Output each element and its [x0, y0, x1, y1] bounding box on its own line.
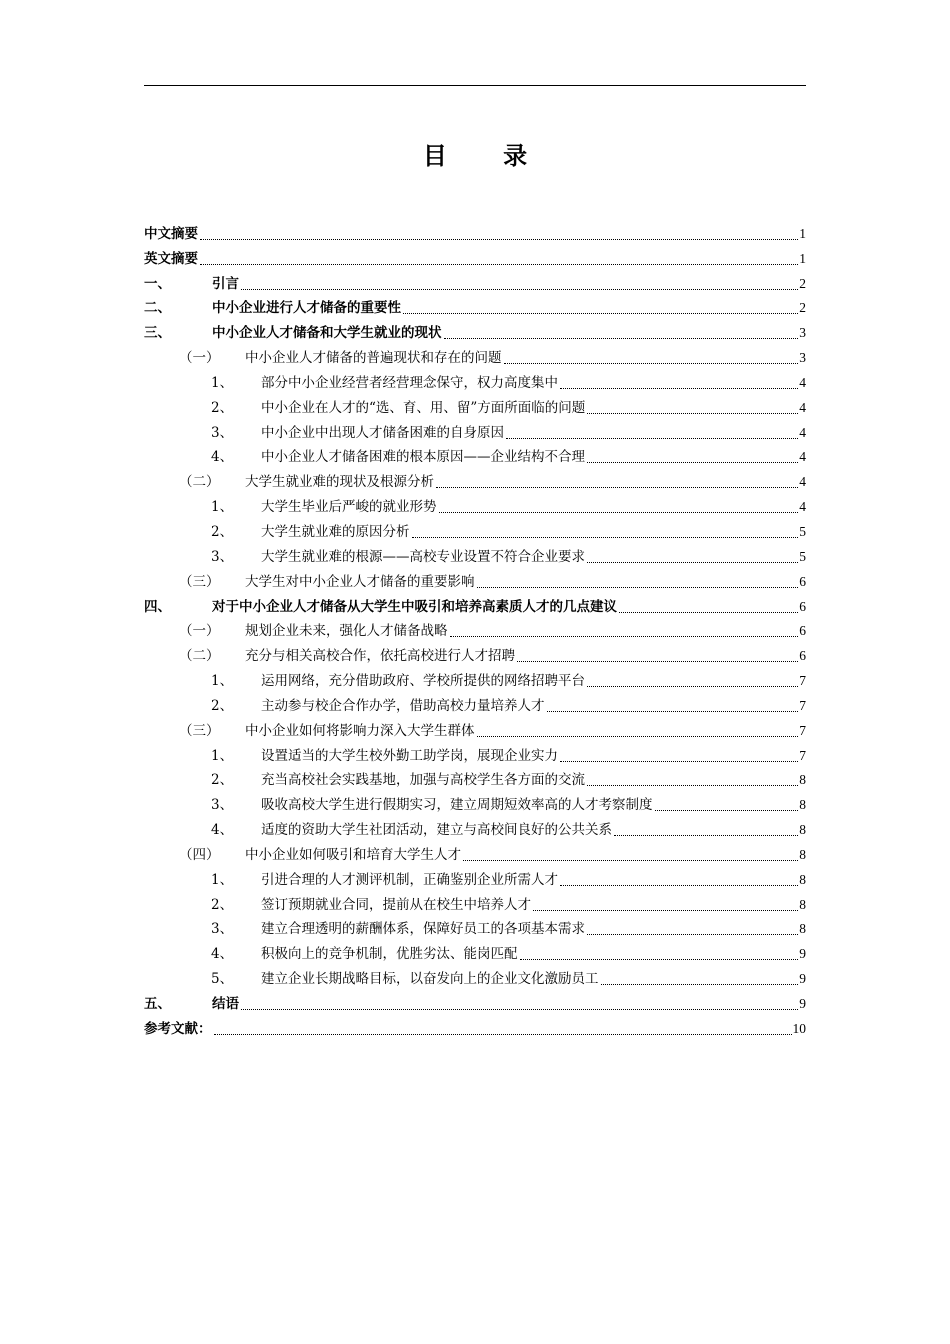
toc-entry-number: 五、 [144, 996, 171, 1012]
toc-entry-text: 引进合理的人才测评机制，正确鉴别企业所需人才 [261, 871, 558, 888]
toc-entry-text: 中文摘要 [144, 225, 198, 242]
toc-entry-page: 4 [799, 499, 806, 515]
toc-entry[interactable] [144, 1013, 806, 1038]
toc-entry-number: 3、 [211, 921, 234, 938]
toc-entry-text: 中小企业中出现人才储备困难的自身原因 [261, 424, 504, 441]
toc-entry-page: 8 [799, 822, 806, 838]
toc-entry-number: （四） [179, 846, 220, 863]
toc-entry-text: 运用网络，充分借助政府、学校所提供的网络招聘平台 [261, 673, 585, 690]
toc-dot-leader [587, 407, 798, 414]
toc-dot-leader [436, 481, 798, 488]
toc-dot-leader [619, 606, 798, 613]
toc-entry-page: 8 [799, 871, 806, 887]
toc-dot-leader [587, 556, 798, 563]
toc-dot-leader [560, 382, 798, 389]
toc-entry-number: （二） [179, 474, 220, 491]
toc-dot-leader [655, 804, 799, 811]
toc-entry[interactable] [144, 914, 806, 939]
toc-entry[interactable] [144, 268, 806, 293]
toc-entry[interactable] [144, 740, 806, 765]
toc-entry[interactable] [144, 442, 806, 467]
toc-entry-page: 4 [799, 399, 806, 415]
toc-entry-number: （一） [179, 623, 220, 640]
toc-dot-leader [504, 357, 799, 364]
toc-entry-page: 5 [799, 523, 806, 539]
toc-entry-page: 7 [799, 673, 806, 689]
toc-entry-number: 一、 [144, 275, 171, 292]
toc-entry-number: 3、 [211, 548, 234, 565]
toc-entry[interactable] [144, 690, 806, 715]
toc-dot-leader [241, 283, 798, 290]
toc-entry-number: 1、 [211, 374, 234, 391]
toc-dot-leader [444, 332, 799, 339]
toc-entry[interactable] [144, 640, 806, 665]
toc-dot-leader [200, 233, 798, 240]
toc-entry-number: 1、 [211, 673, 234, 690]
toc-entry-text: 中小企业人才储备的普遍现状和存在的问题 [245, 350, 502, 367]
toc-dot-leader [412, 531, 799, 538]
toc-entry-page: 7 [799, 697, 806, 713]
toc-dot-leader [439, 506, 799, 513]
toc-entry[interactable] [144, 293, 806, 318]
toc-entry-number: 1、 [211, 871, 234, 888]
toc-entry-number: （三） [179, 573, 220, 590]
toc-entry-text: 大学生就业难的原因分析 [261, 523, 410, 540]
toc-entry-text: 中小企业人才储备困难的根本原因——企业结构不合理 [261, 449, 585, 466]
toc-entry[interactable] [144, 541, 806, 566]
toc-entry-text: 中小企业如何将影响力深入大学生群体 [245, 722, 475, 739]
toc-dot-leader [587, 456, 798, 463]
toc-entry-number: 2、 [211, 896, 234, 913]
toc-dot-leader [517, 655, 798, 662]
toc-entry-page: 1 [799, 250, 806, 266]
toc-entry[interactable] [144, 342, 806, 367]
toc-entry[interactable] [144, 765, 806, 790]
toc-dot-leader [520, 953, 799, 960]
toc-entry-page: 4 [799, 449, 806, 465]
toc-dot-leader [477, 581, 799, 588]
toc-entry-page: 8 [799, 921, 806, 937]
table-of-contents [144, 218, 806, 1038]
toc-entry-text: 大学生对中小企业人才储备的重要影响 [245, 573, 475, 590]
toc-entry-page: 1 [799, 225, 806, 241]
toc-dot-leader [587, 779, 798, 786]
toc-entry-page: 3 [799, 350, 806, 366]
toc-entry-page: 7 [799, 722, 806, 738]
toc-entry-number: 二、 [144, 300, 171, 317]
toc-entry-page: 4 [799, 474, 806, 490]
toc-entry[interactable] [144, 516, 806, 541]
toc-entry-page: 4 [799, 424, 806, 440]
toc-entry-page: 10 [792, 1020, 806, 1036]
toc-entry[interactable] [144, 317, 806, 342]
toc-entry-text: 中小企业在人才的“选、育、用、留”方面所面临的问题 [261, 399, 586, 416]
toc-entry[interactable] [144, 715, 806, 740]
toc-entry-page: 2 [799, 300, 806, 316]
toc-entry[interactable] [144, 864, 806, 889]
toc-entry-number: 5、 [211, 971, 234, 988]
toc-entry-number: 2、 [211, 772, 234, 789]
toc-entry-text: 大学生毕业后严峻的就业形势 [261, 499, 437, 516]
toc-entry-number: 4、 [211, 946, 234, 963]
toc-entry-text: 设置适当的大学生校外勤工助学岗，展现企业实力 [261, 747, 558, 764]
toc-entry-text: 中小企业如何吸引和培育大学生人才 [245, 846, 461, 863]
toc-entry-text: 大学生就业难的现状及根源分析 [245, 474, 434, 491]
toc-entry[interactable] [144, 392, 806, 417]
toc-entry[interactable] [144, 566, 806, 591]
toc-entry-page: 6 [799, 623, 806, 639]
toc-entry-number: 4、 [211, 449, 234, 466]
toc-entry[interactable] [144, 616, 806, 641]
toc-entry[interactable] [144, 218, 806, 243]
toc-entry-page: 6 [799, 648, 806, 664]
toc-entry[interactable] [144, 466, 806, 491]
toc-entry[interactable] [144, 839, 806, 864]
toc-entry-text: 建立企业长期战略目标，以奋发向上的企业文化激励员工 [261, 971, 599, 988]
toc-entry[interactable] [144, 938, 806, 963]
toc-entry-text: 适度的资助大学生社团活动，建立与高校间良好的公共关系 [261, 822, 612, 839]
toc-entry[interactable] [144, 889, 806, 914]
toc-entry-page: 8 [799, 846, 806, 862]
toc-title: 目 录 [422, 142, 552, 170]
toc-entry-number: （一） [179, 350, 220, 367]
toc-entry-text: 签订预期就业合同，提前从在校生中培养人才 [261, 896, 531, 913]
toc-dot-leader [403, 307, 798, 314]
toc-entry-text: 英文摘要 [144, 250, 198, 267]
toc-entry-number: 2、 [211, 523, 234, 540]
toc-entry-number: 2、 [211, 399, 234, 416]
toc-entry-text: 建立合理透明的薪酬体系，保障好员工的各项基本需求 [261, 921, 585, 938]
toc-entry[interactable] [144, 988, 806, 1013]
toc-entry-page: 8 [799, 797, 806, 813]
toc-entry-text: 积极向上的竞争机制，优胜劣汰、能岗匹配 [261, 946, 518, 963]
toc-entry-number: 3、 [211, 797, 234, 814]
toc-entry-page: 9 [799, 946, 806, 962]
toc-dot-leader [533, 904, 798, 911]
toc-entry-number: （三） [179, 722, 220, 739]
toc-dot-leader [560, 879, 798, 886]
toc-entry-text: 参考文献： [144, 1020, 212, 1037]
toc-entry[interactable] [144, 789, 806, 814]
toc-dot-leader [587, 928, 798, 935]
toc-entry-page: 9 [799, 996, 806, 1011]
toc-entry-text: 大学生就业难的根源——高校专业设置不符合企业要求 [261, 548, 585, 565]
toc-entry-number: 三、 [144, 325, 171, 342]
toc-dot-leader [463, 854, 798, 861]
toc-entry-number: 4、 [211, 822, 234, 839]
toc-dot-leader [450, 630, 799, 637]
toc-entry-text: 对于中小企业人才储备从大学生中吸引和培养高素质人才的几点建议 [212, 598, 617, 615]
toc-entry-text: 吸收高校大学生进行假期实习，建立周期短效率高的人才考察制度 [261, 797, 653, 814]
toc-entry-text: 规划企业未来，强化人才储备战略 [245, 623, 448, 640]
toc-entry-text: 主动参与校企合作办学，借助高校力量培养人才 [261, 697, 545, 714]
toc-dot-leader [587, 680, 798, 687]
toc-dot-leader [547, 705, 799, 712]
header-rule [144, 85, 806, 86]
toc-entry-page: 5 [799, 548, 806, 564]
toc-entry[interactable] [144, 491, 806, 516]
toc-dot-leader [614, 829, 798, 836]
toc-dot-leader [601, 978, 799, 985]
toc-entry-number: 四、 [144, 598, 171, 615]
toc-entry-page: 3 [799, 325, 806, 341]
toc-entry-text: 引言 [212, 275, 239, 292]
toc-dot-leader [241, 1003, 798, 1010]
toc-entry-text: 结语 [212, 996, 239, 1012]
toc-entry-page: 8 [799, 772, 806, 788]
toc-entry[interactable] [144, 814, 806, 839]
toc-entry-text: 部分中小企业经营者经营理念保守，权力高度集中 [261, 374, 558, 391]
toc-dot-leader [477, 730, 799, 737]
toc-entry-number: 2、 [211, 697, 234, 714]
toc-entry-text: 充当高校社会实践基地，加强与高校学生各方面的交流 [261, 772, 585, 789]
toc-entry-number: （二） [179, 648, 220, 665]
toc-entry[interactable] [144, 417, 806, 442]
toc-dot-leader [560, 755, 798, 762]
toc-entry-page: 7 [799, 747, 806, 763]
toc-entry[interactable] [144, 367, 806, 392]
toc-entry[interactable] [144, 665, 806, 690]
toc-entry-number: 1、 [211, 499, 234, 516]
toc-entry-page: 8 [799, 896, 806, 912]
toc-entry-page: 2 [799, 275, 806, 291]
toc-entry-number: 3、 [211, 424, 234, 441]
toc-entry-text: 充分与相关高校合作，依托高校进行人才招聘 [245, 648, 515, 665]
toc-dot-leader [506, 432, 798, 439]
toc-entry-number: 1、 [211, 747, 234, 764]
toc-entry-page: 6 [799, 573, 806, 589]
toc-dot-leader [200, 258, 798, 265]
toc-entry-text: 中小企业进行人才储备的重要性 [212, 300, 401, 317]
toc-entry[interactable] [144, 591, 806, 616]
toc-entry-text: 中小企业人才储备和大学生就业的现状 [212, 325, 442, 342]
toc-entry[interactable] [144, 963, 806, 988]
toc-dot-leader [214, 1028, 792, 1035]
toc-entry[interactable] [144, 243, 806, 268]
toc-entry-page: 9 [799, 971, 806, 987]
toc-entry-page: 4 [799, 374, 806, 390]
toc-entry-page: 6 [799, 598, 806, 614]
